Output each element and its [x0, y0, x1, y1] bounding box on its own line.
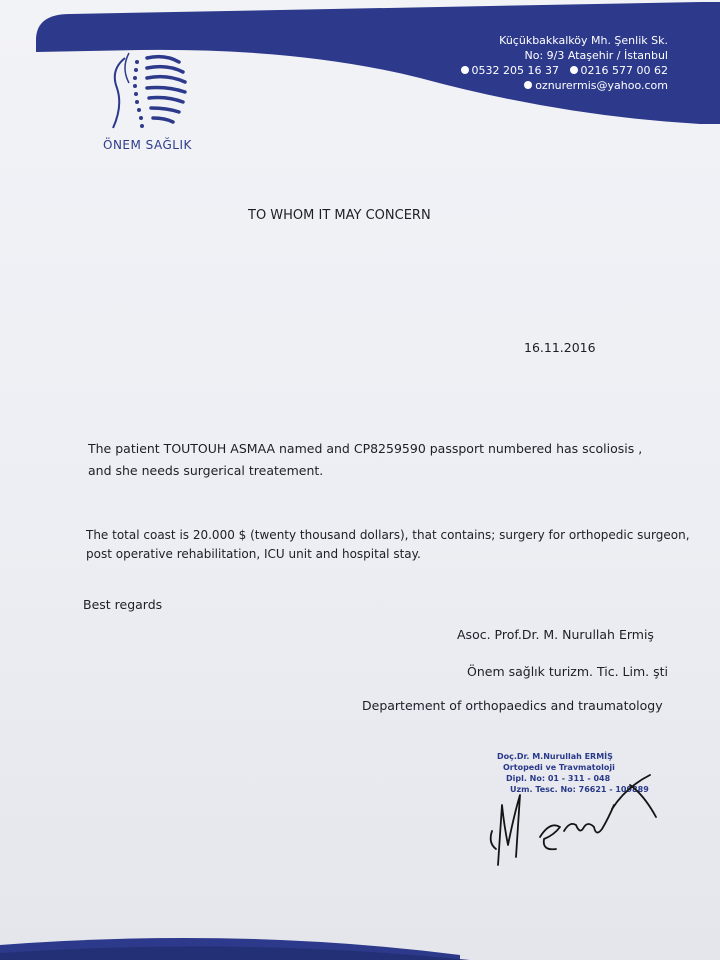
phone-office: 0216 577 00 62 — [580, 64, 668, 77]
stamp-line-1: Doç.Dr. M.Nurullah ERMİŞ — [497, 752, 613, 761]
phone-row — [461, 64, 668, 77]
spine-logo-icon — [95, 48, 195, 138]
address-line-2: No: 9/3 Ataşehir / İstanbul — [524, 49, 668, 62]
letter-date: 16.11.2016 — [524, 340, 596, 355]
paragraph-2-line-1: The total coast is 20.000 $ (twenty thousand dollars), that contains; surgery for orthopedic surgeon, — [86, 528, 690, 542]
signatory-name: Asoc. Prof.Dr. M. Nurullah Ermiş — [457, 627, 654, 642]
closing-line: Best regards — [83, 597, 163, 612]
mobile-phone-icon — [461, 66, 469, 74]
stamp-line-2: Ortopedi ve Travmatoloji — [503, 763, 615, 772]
brand-name: ÖNEM SAĞLIK — [103, 138, 192, 152]
stamp-line-3: Dipl. No: 01 - 311 - 048 — [506, 774, 611, 783]
department-name: Departement of orthopaedics and traumatology — [362, 698, 663, 713]
email-icon — [524, 81, 532, 89]
paragraph-2-line-2: post operative rehabilitation, ICU unit and hospital stay. — [86, 547, 421, 561]
letter-heading: TO WHOM IT MAY CONCERN — [248, 208, 431, 223]
address-line-1: Küçükbakkalköy Mh. Şenlik Sk. — [499, 34, 668, 47]
footer-band — [0, 915, 720, 960]
company-name: Önem sağlık turizm. Tic. Lim. şti — [467, 664, 668, 679]
paragraph-1-line-2: and she needs surgerical treatement. — [88, 463, 324, 478]
phone-mobile: 0532 205 16 37 — [471, 64, 560, 77]
paragraph-1-line-1: The patient TOUTOUH ASMAA named and CP8259590 passport numbered has scoliosis , — [88, 441, 643, 456]
handwritten-signature — [480, 765, 670, 875]
phone-icon — [570, 66, 578, 74]
email-row — [524, 79, 668, 92]
email-address: oznurermis@yahoo.com — [535, 79, 668, 92]
stamp-line-4: Uzm. Tesc. No: 76621 - 109889 — [510, 785, 649, 794]
